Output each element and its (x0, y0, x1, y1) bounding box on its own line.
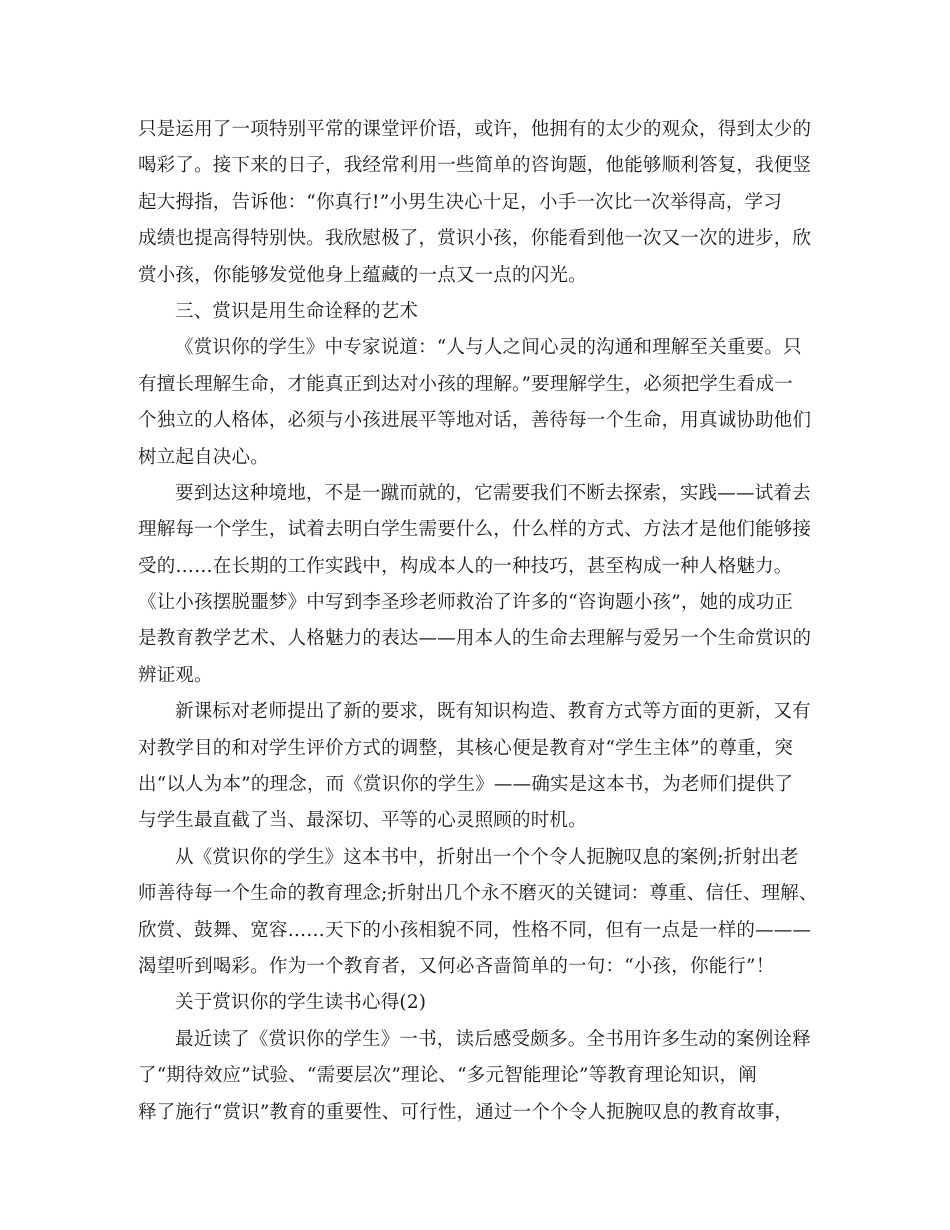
text-line: 成绩也提高得特别快。我欣慰极了，赏识小孩，你能看到他一次又一次的进步，欣 (138, 228, 812, 250)
text-line: 个独立的人格体，必须与小孩进展平等地对话，善待每一个生命，用真诚协助他们 (138, 410, 812, 432)
text-line: 释了施行“赏识”教育的重要性、可行性，通过一个个令人扼腕叹息的教育故事， (138, 1101, 794, 1123)
text-line: 喝彩了。接下来的日子，我经常利用一些简单的咨询题，他能够顺利答复，我便竖 (138, 155, 812, 177)
text-line: 起大拇指，告诉他：“你真行!”小男生决心十足，小手一次比一次举得高，学习 (138, 191, 783, 213)
text-line: 出“以人为本”的理念，而《赏识你的学生》——确实是这本书，为老师们提供了 (138, 774, 794, 796)
paragraph-first-line: 三、赏识是用生命诠释的艺术 (175, 300, 419, 322)
paragraph-first-line: 《赏识你的学生》中专家说道：“人与人之间心灵的沟通和理解至关重要。只 (175, 337, 802, 359)
paragraph-first-line: 要到达这种境地，不是一蹴而就的，它需要我们不断去探索，实践——试着去 (175, 482, 811, 504)
text-line: 欣赏、鼓舞、宽容……天下的小孩相貌不同，性格不同，但有一点是一样的——— (138, 919, 812, 941)
text-line: 《让小孩摆脱噩梦》中写到李圣珍老师救治了许多的“咨询题小孩”，她的成功正 (138, 592, 794, 614)
text-line: 有擅长理解生命，才能真正到达对小孩的理解。”要理解学生，必须把学生看成一 (138, 373, 793, 395)
text-line: 是教育教学艺术、人格魅力的表达——用本人的生命去理解与爱另一个生命赏识的 (138, 628, 812, 650)
text-line: 了“期待效应”试验、“需要层次”理论、“多元智能理论”等教育理论知识，阐 (138, 1065, 757, 1087)
paragraph-first-line: 最近读了《赏识你的学生》一书，读后感受颇多。全书用许多生动的案例诠释 (175, 1028, 811, 1050)
text-line: 赏小孩，你能够发觉他身上蕴藏的一点又一点的闪光。 (138, 264, 587, 286)
text-line: 与学生最直截了当、最深切、平等的心灵照顾的时机。 (138, 810, 587, 832)
paragraph-first-line: 关于赏识你的学生读书心得(2) (175, 992, 427, 1014)
text-line: 理解每一个学生，试着去明白学生需要什么，什么样的方式、方法才是他们能够接 (138, 519, 812, 541)
paragraph-first-line: 从《赏识你的学生》这本书中，折射出一个个令人扼腕叹息的案例;折射出老 (175, 846, 799, 868)
paragraph-first-line: 新课标对老师提出了新的要求，既有知识构造、教育方式等方面的更新，又有 (175, 701, 811, 723)
text-line: 对教学目的和对学生评价方式的调整，其核心便是教育对“学生主体”的尊重，突 (138, 737, 794, 759)
text-line: 树立起自决心。 (138, 446, 269, 468)
text-line: 只是运用了一项特别平常的课堂评价语，或许，他拥有的太少的观众，得到太少的 (138, 119, 812, 140)
document-body (138, 112, 828, 1131)
text-line: 师善待每一个生命的教育理念;折射出几个永不磨灭的关键词：尊重、信任、理解、 (138, 883, 818, 905)
text-line: 渴望听到喝彩。作为一个教育者，又何必吝啬简单的一句：“小孩，你能行”！ (138, 955, 775, 977)
text-line: 受的……在长期的工作实践中，构成本人的一种技巧，甚至构成一种人格魅力。 (138, 555, 793, 577)
text-line: 辨证观。 (138, 664, 213, 686)
